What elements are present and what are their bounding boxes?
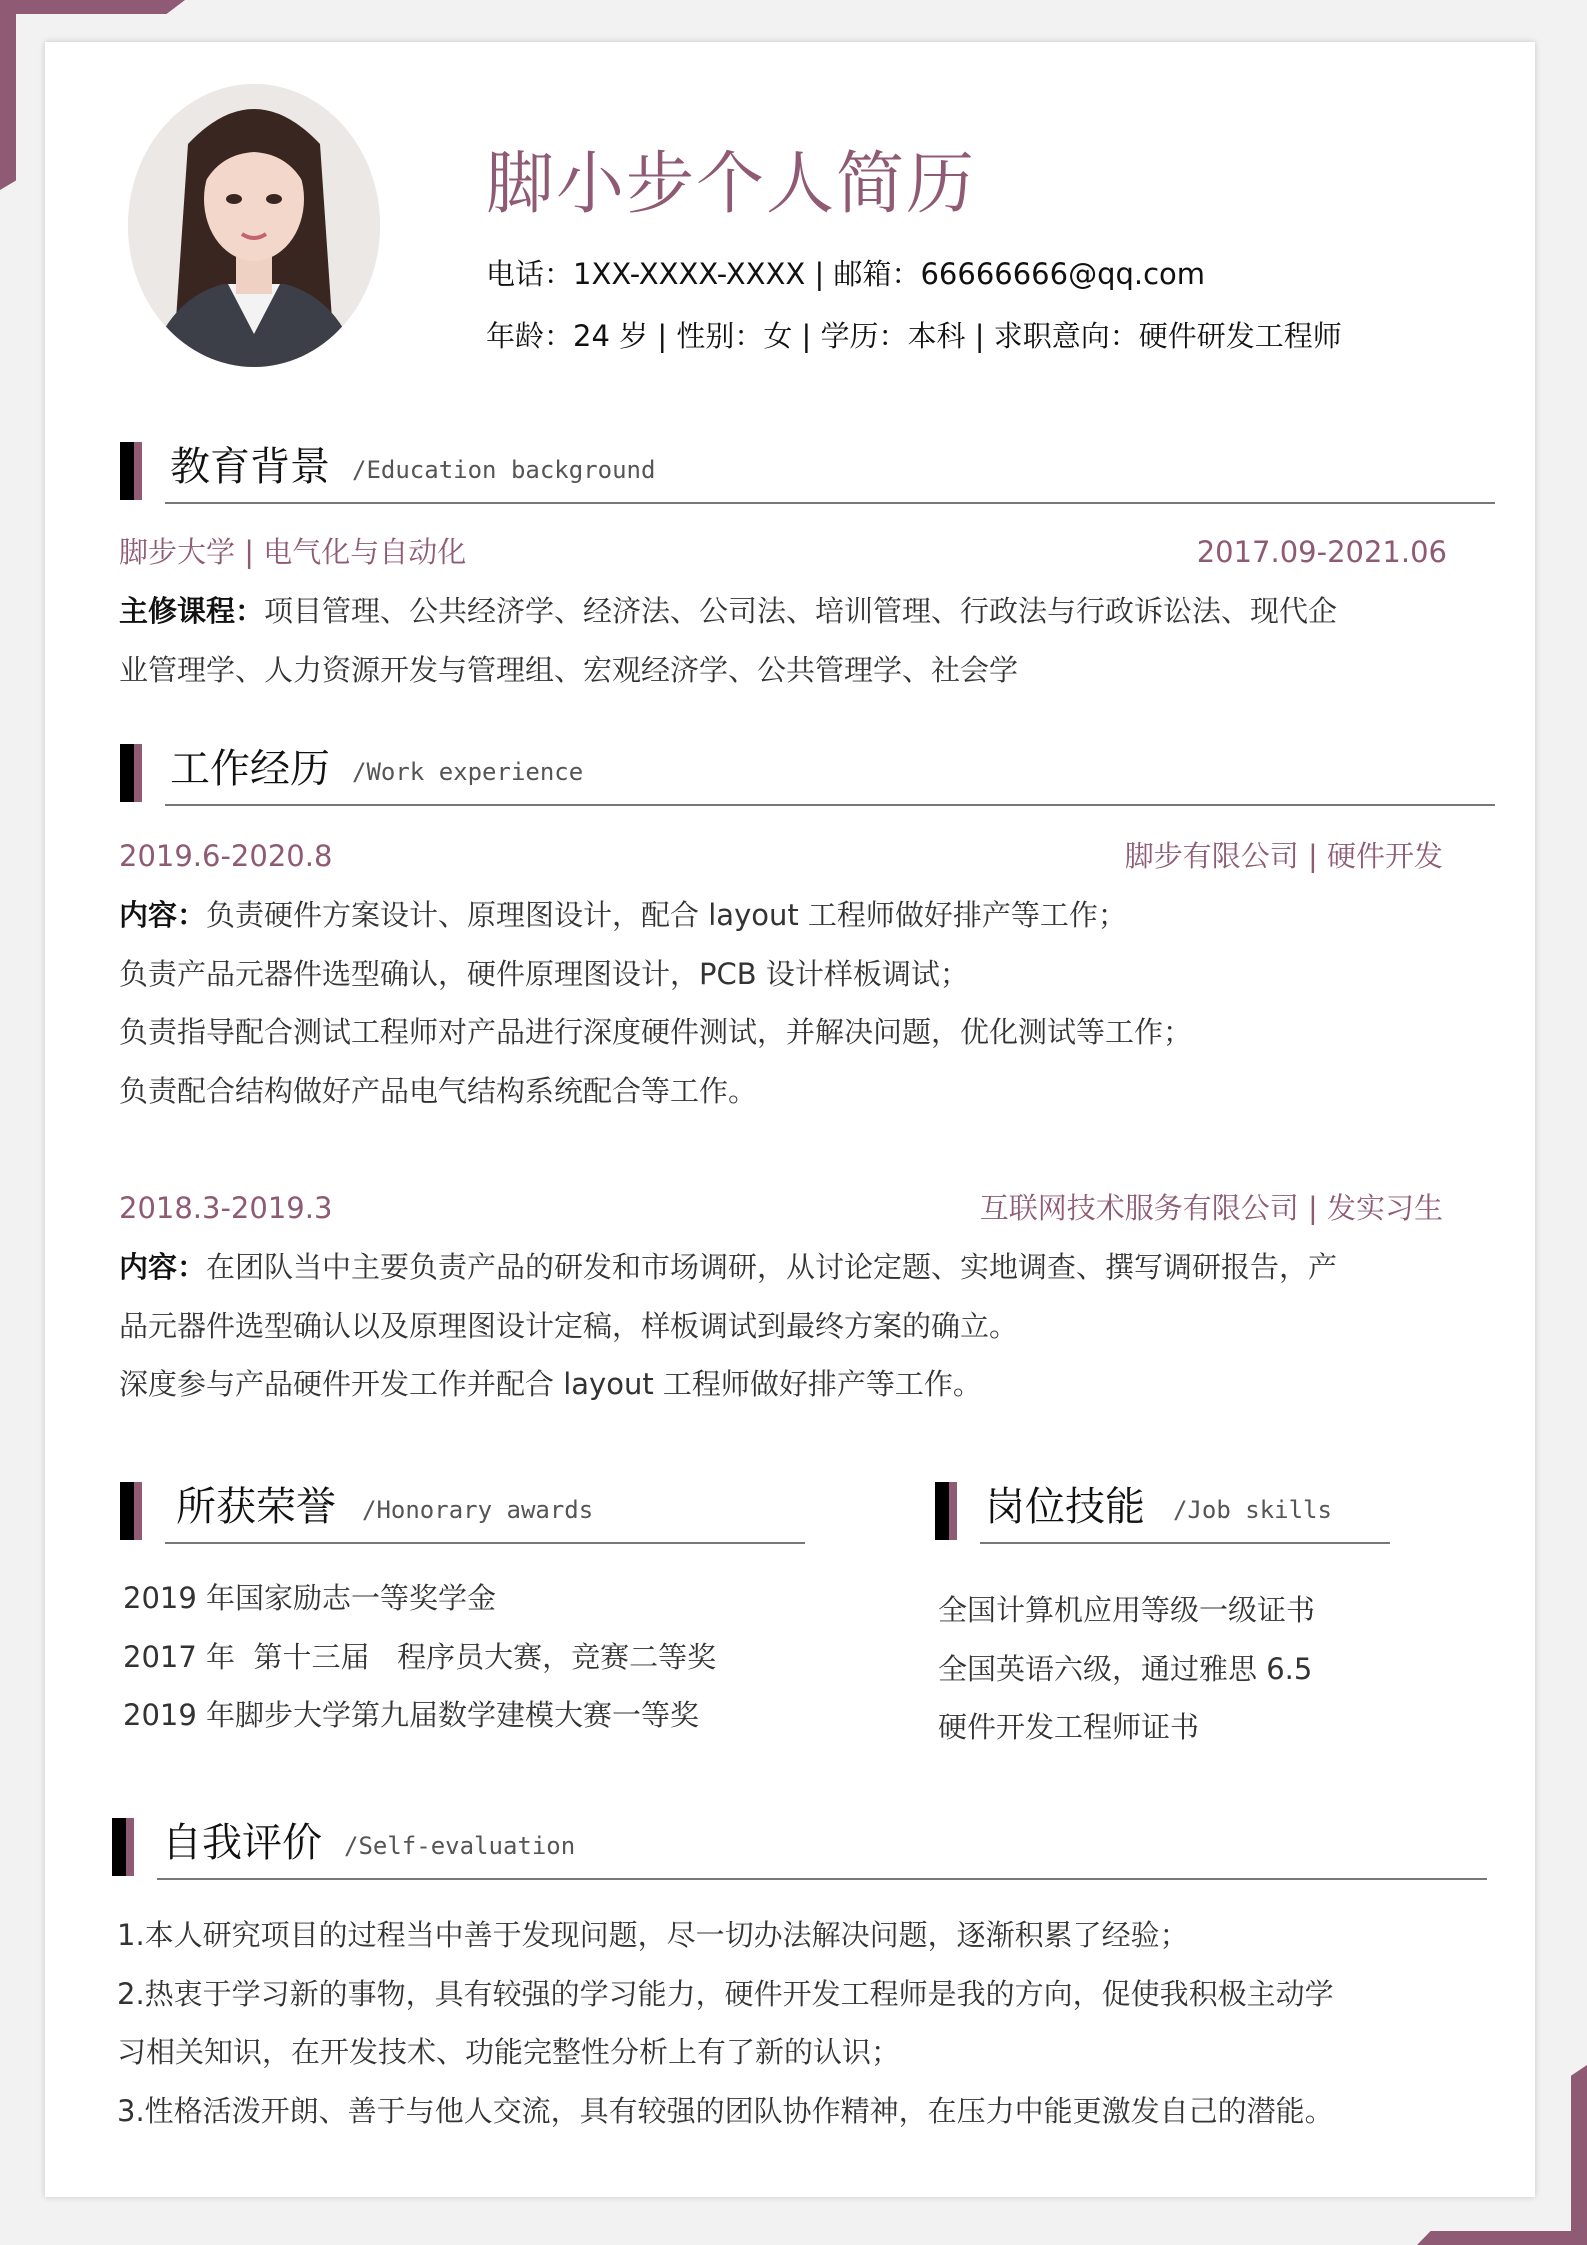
honor-item: 2017 年 第十三届 程序员大赛，竞赛二等奖 [123,1639,717,1674]
section-education-header [120,442,1505,502]
corner-decoration-right [1571,2065,1587,2245]
corner-decoration-left [0,0,16,190]
section-subtitle: /Education background [352,456,656,484]
profile-photo [128,84,380,367]
skill-item: 全国英语六级，通过雅思 6.5 [938,1651,1313,1686]
self-eval-item: 1.本人研究项目的过程当中善于发现问题，尽一切办法解决问题，逐渐积累了经验； [117,1918,1189,1952]
skill-item: 硬件开发工程师证书 [938,1710,1200,1744]
honor-item: 2019 年脚步大学第九届数学建模大赛一等奖 [123,1698,700,1732]
content-label: 内容： [119,1250,207,1284]
honors-list [123,1569,716,1745]
courses-line: 业管理学、人力资源开发与管理组、宏观经济学、公共管理学、社会学 [119,652,1019,687]
section-subtitle: /Job skills [1173,1496,1332,1524]
section-title: 岗位技能 [985,1484,1145,1530]
section-divider [165,502,1495,504]
self-eval-item: 3.性格活泼开朗、善于与他人交流，具有较强的团队协作精神，在压力中能更激发自己的潜能。 [117,2093,1334,2128]
education-courses [119,582,1337,699]
courses-line: 项目管理、公共经济学、经济法、公司法、培训管理、行政法与行政诉讼法、现代企 [264,594,1338,628]
skill-item: 全国计算机应用等级一级证书 [938,1593,1316,1627]
self-eval-item: 习相关知识，在开发技术、功能完整性分析上有了新的认识； [117,2035,901,2069]
section-subtitle: /Self-evaluation [344,1832,576,1860]
section-subtitle: /Honorary awards [362,1496,594,1524]
job-line: 负责产品元器件选型确认，硬件原理图设计，PCB 设计样板调试； [119,956,969,991]
job-line: 负责指导配合测试工程师对产品进行深度硬件测试，并解决问题，优化测试等工作； [119,1015,1193,1049]
job-company-role: 互联网技术服务有限公司 | 发实习生 [979,1191,1443,1225]
section-divider [165,804,1495,806]
section-skills-header [935,1482,1455,1542]
skills-list [938,1581,1315,1757]
job-content [119,1238,1337,1414]
corner-decoration-top [0,0,185,14]
job-line: 负责配合结构做好产品电气结构系统配合等工作。 [119,1073,758,1108]
section-self-eval-header [112,1818,1497,1878]
job-content [119,886,1192,1120]
section-honors-header [120,1482,810,1542]
content-label: 内容： [119,898,207,932]
section-bar-icon [120,744,142,802]
section-bar-icon [935,1482,957,1540]
section-title: 教育背景 [170,444,330,490]
section-divider [157,1878,1487,1880]
section-title: 自我评价 [162,1820,322,1866]
honor-item: 2019 年国家励志一等奖学金 [123,1581,497,1615]
job-period: 2019.6-2020.8 [119,839,333,873]
corner-decoration-bottom [1417,2231,1587,2245]
section-subtitle: /Work experience [352,758,584,786]
section-divider [165,1542,805,1544]
education-school-major: 脚步大学 | 电气化与自动化 [119,535,467,569]
contact-line: 电话：1XX-XXXX-XXXX | 邮箱：66666666@qq.com [486,257,1206,291]
job-period: 2018.3-2019.3 [119,1191,333,1225]
education-period: 2017.09-2021.06 [1196,535,1447,569]
section-title: 所获荣誉 [176,1484,336,1530]
section-bar-icon [112,1818,134,1876]
job-line: 深度参与产品硬件开发工作并配合 layout 工程师做好排产等工作。 [119,1367,982,1401]
section-title: 工作经历 [170,746,330,792]
portrait-illustration [128,84,380,367]
section-bar-icon [120,1482,142,1540]
job-company-role: 脚步有限公司 | 硬件开发 [1124,839,1443,873]
courses-label: 主修课程： [119,594,265,628]
self-eval-list [117,1906,1334,2140]
section-work-header [120,744,1505,804]
section-bar-icon [120,442,142,500]
job-line: 在团队当中主要负责产品的研发和市场调研，从讨论定题、实地调查、撰写调研报告，产 [206,1250,1338,1284]
self-eval-item: 2.热衷于学习新的事物，具有较强的学习能力，硬件开发工程师是我的方向，促使我积极主动学 [117,1976,1334,2011]
job-line: 品元器件选型确认以及原理图设计定稿，样板调试到最终方案的确立。 [119,1308,1019,1343]
job-line: 负责硬件方案设计、原理图设计，配合 layout 工程师做好排产等工作； [206,898,1127,932]
resume-page [45,42,1535,2197]
personal-info-line: 年龄：24 岁 | 性别：女 | 学历：本科 | 求职意向：硬件研发工程师 [486,319,1342,353]
resume-title: 脚小步个人简历 [486,145,977,224]
section-divider [980,1542,1390,1544]
